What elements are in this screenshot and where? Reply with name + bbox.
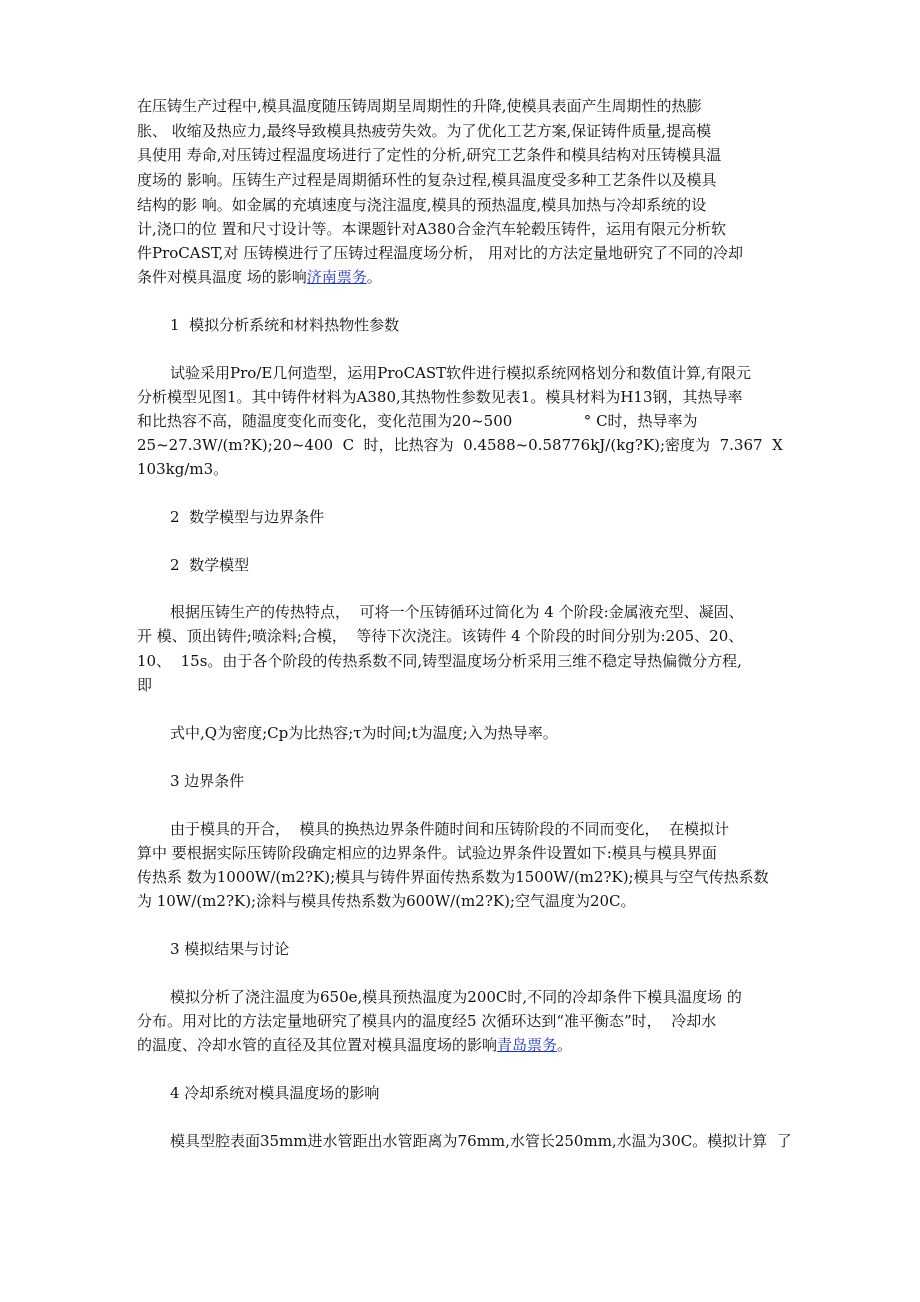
paragraph-line: 10、 15s。由于各个阶段的传热系数不同,铸型温度场分析采用三维不稳定导热偏微分方程,: [137, 652, 742, 670]
paragraph-line: 和比热容不高，随温度变化而变化，变化范围为20~500 ° C时，热导率为: [137, 412, 698, 430]
paragraph-line: 根据压铸生产的传热特点， 可将一个压铸循环过简化为 4 个阶段:金属液充型、凝固、: [170, 603, 744, 621]
paragraph-line: 为 10W/(m2?K);涂料与模具传热系数为600W/(m2?K);空气温度为20C。: [137, 892, 636, 910]
paragraph-line: 件ProCAST,对 压铸模进行了压铸过程温度场分析， 用对比的方法定量地研究了不同的冷却: [137, 244, 743, 262]
paragraph-line: 计,浇口的位 置和尺寸设计等。本课题针对A380合金汽车轮毂压铸件，运用有限元分析软: [137, 220, 727, 238]
paragraph-line: 103kg/m3。: [137, 460, 229, 478]
subsection-heading: 3 边界条件: [170, 772, 245, 790]
paragraph-line: 在压铸生产过程中,模具温度随压铸周期呈周期性的升降,使模具表面产生周期性的热膨: [137, 97, 702, 115]
paragraph-line-with-link: [137, 267, 382, 287]
paragraph-line: 度场的 影响。压铸生产过程是周期循环性的复杂过程,模具温度受多种工艺条件以及模具: [137, 171, 717, 189]
paragraph-line: 具使用 寿命,对压铸过程温度场进行了定性的分析,研究工艺条件和模具结构对压铸模具温: [137, 146, 722, 164]
jinan-ticket-link[interactable]: 济南票务: [306, 268, 367, 286]
paragraph-line: 分布。用对比的方法定量地研究了模具内的温度经5 次循环达到“准平衡态”时， 冷却水: [137, 1012, 717, 1030]
paragraph-line: 由于模具的开合， 模具的换热边界条件随时间和压铸阶段的不同而变化， 在模拟计: [170, 820, 730, 838]
paragraph-line: 开 模、顶出铸件;喷涂料;合模， 等待下次浇注。该铸件 4 个阶段的时间分别为:205、20、: [137, 627, 744, 645]
section-heading: 4 冷却系统对模具温度场的影响: [170, 1084, 380, 1102]
paragraph-line: 分析模型见图1。其中铸件材料为A380,其热物性参数见表1。模具材料为H13钢，其热导率: [137, 388, 743, 406]
paragraph-line: 算中 要根据实际压铸阶段确定相应的边界条件。试验边界条件设置如下:模具与模具界面: [137, 844, 717, 862]
paragraph-end: 。: [366, 268, 382, 286]
qingdao-ticket-link[interactable]: 青岛票务: [497, 1036, 558, 1054]
subsection-heading: 2 数学模型: [170, 556, 250, 574]
paragraph-line: 即: [137, 676, 153, 694]
paragraph-line: 胀、 收缩及热应力,最终导致模具热疲劳失效。为了优化工艺方案,保证铸件质量,提高模: [137, 122, 712, 140]
paragraph-line: 传热系 数为1000W/(m2?K);模具与铸件界面传热系数为1500W/(m2?K);模具与空气传热系数: [137, 868, 769, 886]
paragraph-line: 模具型腔表面35mm进水管距出水管距离为76mm,水管长250mm,水温为30C。模拟计算 了: [170, 1132, 792, 1150]
section-heading: 3 模拟结果与讨论: [170, 940, 290, 958]
paragraph-line: 25~27.3W/(m?K);20~400 C 时，比热容为 0.4588~0.58776kJ/(kg?K);密度为 7.367 X: [137, 436, 783, 454]
paragraph-line: 模拟分析了浇注温度为650e,模具预热温度为200C时,不同的冷却条件下模具温度场 的: [170, 988, 742, 1006]
paragraph-line: 试验采用Pro/E几何造型，运用ProCAST软件进行模拟系统网格划分和数值计算,有限元: [170, 364, 751, 382]
paragraph-line-with-link: [137, 1035, 572, 1055]
section-heading: 2 数学模型与边界条件: [170, 508, 325, 526]
paragraph-line: 结构的影 响。如金属的充填速度与浇注温度,模具的预热温度,模具加热与冷却系统的设: [137, 196, 707, 214]
paragraph-end: 。: [557, 1036, 573, 1054]
section-heading: 1 模拟分析系统和材料热物性参数: [170, 316, 400, 334]
paragraph-text: 条件对模具温度 场的影响: [137, 268, 307, 286]
paragraph-line: 式中,Q为密度;Cp为比热容;τ为时间;t为温度;入为热导率。: [170, 724, 558, 742]
paragraph-text: 的温度、冷却水管的直径及其位置对模具温度场的影响: [137, 1036, 498, 1054]
